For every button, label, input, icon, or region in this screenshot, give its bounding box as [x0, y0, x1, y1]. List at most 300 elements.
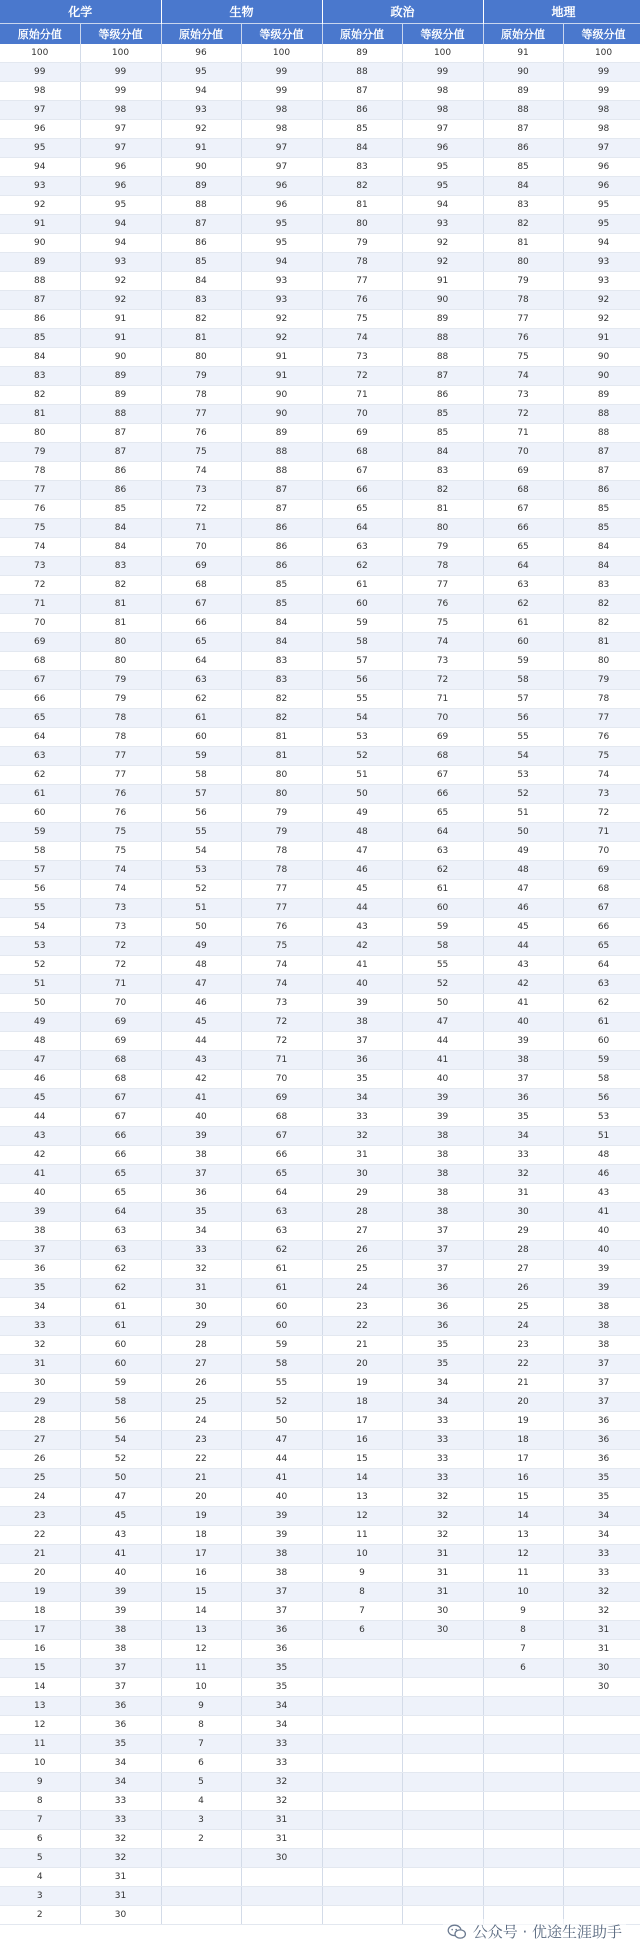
grade-score-cell: 96	[80, 158, 161, 177]
grade-score-cell: 37	[241, 1602, 322, 1621]
raw-score-cell: 41	[322, 956, 402, 975]
table-row	[0, 348, 640, 367]
grade-score-cell: 33	[402, 1431, 483, 1450]
raw-score-cell: 30	[161, 1298, 241, 1317]
raw-score-cell: 5	[161, 1773, 241, 1792]
raw-score-cell: 9	[161, 1697, 241, 1716]
grade-score-cell: 59	[241, 1336, 322, 1355]
raw-score-cell: 6	[161, 1754, 241, 1773]
grade-score-cell: 99	[563, 82, 640, 101]
raw-score-cell: 53	[0, 937, 80, 956]
raw-score-cell	[322, 1868, 402, 1887]
grade-score-cell: 97	[241, 158, 322, 177]
grade-score-cell: 62	[563, 994, 640, 1013]
raw-score-cell: 7	[0, 1811, 80, 1830]
grade-score-cell: 50	[241, 1412, 322, 1431]
raw-score-cell: 73	[0, 557, 80, 576]
raw-score-cell: 77	[161, 405, 241, 424]
raw-score-cell: 65	[0, 709, 80, 728]
raw-score-cell: 72	[483, 405, 563, 424]
grade-score-cell: 60	[402, 899, 483, 918]
grade-score-cell: 99	[80, 63, 161, 82]
grade-score-cell: 81	[80, 595, 161, 614]
grade-score-cell: 81	[80, 614, 161, 633]
raw-score-cell: 85	[322, 120, 402, 139]
grade-score-cell: 98	[241, 101, 322, 120]
raw-score-cell: 70	[161, 538, 241, 557]
raw-score-cell: 88	[322, 63, 402, 82]
table-row	[0, 1222, 640, 1241]
table-row	[0, 519, 640, 538]
raw-score-cell: 53	[322, 728, 402, 747]
grade-score-cell: 92	[402, 253, 483, 272]
grade-score-cell: 46	[563, 1165, 640, 1184]
grade-score-cell: 74	[241, 975, 322, 994]
grade-score-cell	[563, 1868, 640, 1887]
grade-score-cell: 80	[563, 652, 640, 671]
raw-score-cell: 88	[161, 196, 241, 215]
raw-score-cell: 21	[161, 1469, 241, 1488]
raw-score-cell: 38	[483, 1051, 563, 1070]
grade-score-cell: 63	[80, 1222, 161, 1241]
raw-score-cell: 66	[0, 690, 80, 709]
raw-score-cell: 52	[161, 880, 241, 899]
raw-score-cell: 54	[0, 918, 80, 937]
raw-score-cell: 57	[483, 690, 563, 709]
raw-score-cell: 64	[483, 557, 563, 576]
grade-score-cell: 31	[563, 1640, 640, 1659]
raw-score-cell: 43	[322, 918, 402, 937]
raw-score-cell: 37	[322, 1032, 402, 1051]
table-row	[0, 785, 640, 804]
raw-score-cell: 46	[161, 994, 241, 1013]
table-row	[0, 1184, 640, 1203]
raw-score-cell: 38	[161, 1146, 241, 1165]
raw-score-cell: 84	[0, 348, 80, 367]
grade-score-cell	[402, 1754, 483, 1773]
raw-score-cell: 24	[0, 1488, 80, 1507]
grade-score-cell: 69	[80, 1032, 161, 1051]
raw-score-cell: 31	[0, 1355, 80, 1374]
grade-score-cell: 96	[241, 177, 322, 196]
raw-score-cell: 38	[322, 1013, 402, 1032]
grade-score-cell: 82	[563, 614, 640, 633]
grade-score-cell: 43	[563, 1184, 640, 1203]
grade-score-cell: 99	[402, 63, 483, 82]
grade-score-cell: 47	[80, 1488, 161, 1507]
raw-score-cell: 31	[483, 1184, 563, 1203]
raw-score-cell: 44	[483, 937, 563, 956]
raw-score-cell: 50	[0, 994, 80, 1013]
raw-score-cell: 45	[161, 1013, 241, 1032]
grade-score-cell: 90	[563, 367, 640, 386]
grade-score-cell: 30	[80, 1906, 161, 1925]
grade-score-cell: 86	[563, 481, 640, 500]
raw-score-cell	[161, 1906, 241, 1925]
grade-score-cell: 100	[402, 44, 483, 63]
grade-score-cell: 78	[80, 728, 161, 747]
table-row	[0, 386, 640, 405]
raw-score-cell	[322, 1792, 402, 1811]
grade-score-header: 等级分值	[80, 24, 161, 45]
raw-score-cell: 57	[161, 785, 241, 804]
grade-score-cell: 38	[241, 1545, 322, 1564]
raw-score-cell: 36	[483, 1089, 563, 1108]
grade-score-cell: 87	[241, 481, 322, 500]
grade-score-cell: 84	[80, 538, 161, 557]
grade-score-cell: 40	[563, 1241, 640, 1260]
table-row	[0, 842, 640, 861]
grade-score-cell: 69	[563, 861, 640, 880]
grade-score-cell: 77	[241, 899, 322, 918]
raw-score-cell: 76	[161, 424, 241, 443]
table-row	[0, 633, 640, 652]
raw-score-cell: 47	[0, 1051, 80, 1070]
raw-score-cell: 31	[322, 1146, 402, 1165]
raw-score-cell: 41	[483, 994, 563, 1013]
raw-score-cell: 70	[483, 443, 563, 462]
raw-score-cell	[161, 1868, 241, 1887]
grade-score-cell	[402, 1887, 483, 1906]
grade-score-cell: 31	[402, 1545, 483, 1564]
grade-score-cell: 64	[241, 1184, 322, 1203]
raw-score-cell: 44	[161, 1032, 241, 1051]
grade-score-cell: 90	[563, 348, 640, 367]
raw-score-cell: 40	[483, 1013, 563, 1032]
raw-score-cell: 21	[0, 1545, 80, 1564]
grade-score-cell: 69	[80, 1013, 161, 1032]
raw-score-cell: 19	[161, 1507, 241, 1526]
raw-score-cell: 68	[322, 443, 402, 462]
raw-score-cell: 78	[161, 386, 241, 405]
raw-score-cell: 55	[161, 823, 241, 842]
grade-score-cell: 38	[402, 1127, 483, 1146]
grade-score-cell: 40	[80, 1564, 161, 1583]
raw-score-cell: 76	[483, 329, 563, 348]
raw-score-cell: 61	[161, 709, 241, 728]
raw-score-cell: 84	[483, 177, 563, 196]
grade-score-cell: 98	[563, 120, 640, 139]
grade-score-cell: 34	[563, 1526, 640, 1545]
raw-score-cell: 45	[322, 880, 402, 899]
grade-score-cell: 31	[241, 1830, 322, 1849]
raw-score-cell: 14	[161, 1602, 241, 1621]
grade-score-cell: 34	[402, 1393, 483, 1412]
table-row	[0, 1374, 640, 1393]
table-row	[0, 1089, 640, 1108]
table-row	[0, 1868, 640, 1887]
grade-score-cell: 32	[80, 1849, 161, 1868]
grade-score-cell	[402, 1716, 483, 1735]
raw-score-cell: 27	[0, 1431, 80, 1450]
raw-score-cell: 10	[322, 1545, 402, 1564]
table-row	[0, 1146, 640, 1165]
raw-score-cell: 96	[161, 44, 241, 63]
grade-score-cell: 59	[563, 1051, 640, 1070]
raw-score-cell: 15	[161, 1583, 241, 1602]
grade-score-cell: 88	[241, 462, 322, 481]
raw-score-cell: 28	[161, 1336, 241, 1355]
grade-score-cell: 32	[402, 1507, 483, 1526]
raw-score-cell: 44	[322, 899, 402, 918]
grade-score-cell: 84	[241, 633, 322, 652]
raw-score-cell: 69	[483, 462, 563, 481]
grade-score-cell: 99	[563, 63, 640, 82]
grade-score-cell: 96	[80, 177, 161, 196]
grade-score-cell: 83	[241, 652, 322, 671]
raw-score-cell: 83	[322, 158, 402, 177]
raw-score-cell: 2	[161, 1830, 241, 1849]
raw-score-cell: 42	[161, 1070, 241, 1089]
table-row	[0, 101, 640, 120]
grade-score-cell: 34	[563, 1507, 640, 1526]
grade-score-cell: 69	[241, 1089, 322, 1108]
grade-score-cell: 53	[563, 1108, 640, 1127]
grade-score-cell: 50	[80, 1469, 161, 1488]
grade-score-header: 等级分值	[563, 24, 640, 45]
grade-score-cell: 58	[402, 937, 483, 956]
grade-score-cell: 39	[402, 1108, 483, 1127]
table-row	[0, 1431, 640, 1450]
raw-score-cell: 56	[322, 671, 402, 690]
table-row	[0, 557, 640, 576]
grade-score-cell: 40	[241, 1488, 322, 1507]
grade-score-cell: 85	[563, 519, 640, 538]
grade-score-cell: 85	[80, 500, 161, 519]
watermark-text: 公众号 · 优途生涯助手	[472, 1923, 622, 1941]
raw-score-cell: 76	[0, 500, 80, 519]
grade-score-cell: 78	[241, 842, 322, 861]
grade-score-cell: 92	[563, 310, 640, 329]
raw-score-cell: 80	[322, 215, 402, 234]
grade-score-cell: 52	[402, 975, 483, 994]
raw-score-cell: 10	[0, 1754, 80, 1773]
table-row	[0, 253, 640, 272]
grade-score-cell: 36	[563, 1431, 640, 1450]
grade-score-cell: 74	[241, 956, 322, 975]
grade-score-cell: 37	[563, 1393, 640, 1412]
table-row	[0, 443, 640, 462]
raw-score-cell: 86	[483, 139, 563, 158]
grade-score-cell: 92	[241, 310, 322, 329]
raw-score-cell: 18	[483, 1431, 563, 1450]
grade-score-cell: 94	[402, 196, 483, 215]
grade-score-cell	[402, 1678, 483, 1697]
grade-score-cell: 98	[402, 82, 483, 101]
grade-score-cell: 78	[80, 709, 161, 728]
raw-score-cell: 8	[161, 1716, 241, 1735]
grade-score-cell: 78	[402, 557, 483, 576]
grade-score-cell: 38	[402, 1146, 483, 1165]
raw-score-cell: 84	[161, 272, 241, 291]
grade-score-cell: 87	[563, 462, 640, 481]
raw-score-cell: 65	[322, 500, 402, 519]
raw-score-cell: 39	[0, 1203, 80, 1222]
raw-score-cell: 89	[161, 177, 241, 196]
table-row	[0, 120, 640, 139]
raw-score-cell: 58	[322, 633, 402, 652]
raw-score-cell: 79	[0, 443, 80, 462]
raw-score-cell: 73	[322, 348, 402, 367]
raw-score-cell: 81	[161, 329, 241, 348]
raw-score-cell: 90	[483, 63, 563, 82]
grade-score-cell: 80	[80, 652, 161, 671]
grade-score-cell: 58	[80, 1393, 161, 1412]
grade-score-cell: 78	[563, 690, 640, 709]
raw-score-cell: 74	[0, 538, 80, 557]
raw-score-cell: 25	[161, 1393, 241, 1412]
grade-score-cell: 55	[402, 956, 483, 975]
grade-score-cell: 62	[80, 1260, 161, 1279]
raw-score-cell: 27	[322, 1222, 402, 1241]
raw-score-cell: 85	[483, 158, 563, 177]
grade-score-cell: 30	[241, 1849, 322, 1868]
raw-score-cell	[322, 1887, 402, 1906]
raw-score-cell	[483, 1773, 563, 1792]
grade-score-cell: 39	[563, 1260, 640, 1279]
raw-score-cell: 28	[322, 1203, 402, 1222]
raw-score-cell: 85	[0, 329, 80, 348]
grade-score-cell: 72	[241, 1032, 322, 1051]
raw-score-cell: 12	[483, 1545, 563, 1564]
raw-score-cell	[322, 1659, 402, 1678]
grade-score-cell: 34	[80, 1754, 161, 1773]
raw-score-cell: 29	[161, 1317, 241, 1336]
table-row	[0, 424, 640, 443]
grade-score-cell: 74	[80, 861, 161, 880]
raw-score-cell: 70	[322, 405, 402, 424]
raw-score-cell: 89	[322, 44, 402, 63]
grade-score-cell: 94	[80, 234, 161, 253]
table-row	[0, 329, 640, 348]
raw-score-cell: 49	[483, 842, 563, 861]
raw-score-cell: 61	[483, 614, 563, 633]
raw-score-cell: 55	[483, 728, 563, 747]
grade-score-cell: 66	[80, 1127, 161, 1146]
grade-score-cell: 74	[80, 880, 161, 899]
grade-score-cell: 80	[80, 633, 161, 652]
grade-score-cell: 41	[563, 1203, 640, 1222]
raw-score-cell: 40	[322, 975, 402, 994]
raw-score-cell: 75	[483, 348, 563, 367]
raw-score-cell: 48	[161, 956, 241, 975]
grade-score-cell	[402, 1868, 483, 1887]
raw-score-cell: 54	[322, 709, 402, 728]
grade-score-cell: 58	[563, 1070, 640, 1089]
raw-score-cell	[483, 1697, 563, 1716]
grade-score-cell: 67	[80, 1108, 161, 1127]
raw-score-cell: 43	[161, 1051, 241, 1070]
grade-score-cell: 32	[402, 1526, 483, 1545]
grade-score-cell: 37	[80, 1678, 161, 1697]
grade-score-cell: 32	[563, 1602, 640, 1621]
table-row	[0, 310, 640, 329]
grade-score-cell: 64	[402, 823, 483, 842]
grade-score-cell: 39	[241, 1526, 322, 1545]
grade-score-cell: 44	[241, 1450, 322, 1469]
grade-score-cell: 37	[241, 1583, 322, 1602]
raw-score-cell: 40	[0, 1184, 80, 1203]
raw-score-cell: 34	[0, 1298, 80, 1317]
grade-score-cell: 98	[563, 101, 640, 120]
table-row	[0, 1659, 640, 1678]
grade-score-cell: 30	[563, 1659, 640, 1678]
raw-score-cell: 16	[483, 1469, 563, 1488]
grade-score-cell: 35	[563, 1488, 640, 1507]
raw-score-cell: 55	[322, 690, 402, 709]
raw-score-cell: 78	[0, 462, 80, 481]
grade-score-cell: 84	[563, 538, 640, 557]
grade-score-cell: 89	[563, 386, 640, 405]
table-row	[0, 1792, 640, 1811]
grade-score-cell: 34	[241, 1716, 322, 1735]
grade-score-cell	[563, 1830, 640, 1849]
grade-score-cell: 41	[241, 1469, 322, 1488]
raw-score-cell: 35	[483, 1108, 563, 1127]
grade-score-cell: 61	[80, 1317, 161, 1336]
grade-score-cell: 94	[241, 253, 322, 272]
table-row	[0, 1051, 640, 1070]
raw-score-cell: 26	[161, 1374, 241, 1393]
grade-score-cell: 56	[80, 1412, 161, 1431]
raw-score-cell: 47	[161, 975, 241, 994]
grade-score-cell: 35	[402, 1355, 483, 1374]
raw-score-cell: 67	[161, 595, 241, 614]
raw-score-cell: 28	[483, 1241, 563, 1260]
grade-score-cell	[402, 1659, 483, 1678]
table-row	[0, 1127, 640, 1146]
raw-score-cell: 32	[0, 1336, 80, 1355]
table-row	[0, 595, 640, 614]
grade-score-cell: 88	[563, 424, 640, 443]
table-row	[0, 234, 640, 253]
grade-score-cell: 32	[80, 1830, 161, 1849]
grade-score-cell: 32	[402, 1488, 483, 1507]
table-row	[0, 1716, 640, 1735]
raw-score-cell: 37	[483, 1070, 563, 1089]
raw-score-cell: 41	[0, 1165, 80, 1184]
grade-score-cell: 76	[241, 918, 322, 937]
grade-score-cell: 73	[402, 652, 483, 671]
table-row	[0, 196, 640, 215]
grade-score-cell: 90	[80, 348, 161, 367]
grade-score-cell: 71	[241, 1051, 322, 1070]
grade-score-cell: 63	[402, 842, 483, 861]
grade-score-cell: 38	[80, 1640, 161, 1659]
table-row	[0, 1640, 640, 1659]
table-row	[0, 1279, 640, 1298]
grade-score-cell: 78	[241, 861, 322, 880]
raw-score-cell: 31	[161, 1279, 241, 1298]
raw-score-cell: 47	[322, 842, 402, 861]
grade-score-cell: 87	[563, 443, 640, 462]
raw-score-cell: 2	[0, 1906, 80, 1925]
raw-score-cell: 83	[483, 196, 563, 215]
grade-score-cell: 61	[402, 880, 483, 899]
raw-score-cell: 6	[0, 1830, 80, 1849]
table-row	[0, 690, 640, 709]
grade-score-cell: 83	[80, 557, 161, 576]
raw-score-cell: 40	[161, 1108, 241, 1127]
table-row	[0, 1336, 640, 1355]
grade-score-cell: 97	[563, 139, 640, 158]
grade-score-cell: 70	[563, 842, 640, 861]
raw-score-cell: 94	[161, 82, 241, 101]
raw-score-cell: 99	[0, 63, 80, 82]
grade-score-cell: 65	[402, 804, 483, 823]
grade-score-cell: 38	[402, 1184, 483, 1203]
table-row	[0, 1488, 640, 1507]
